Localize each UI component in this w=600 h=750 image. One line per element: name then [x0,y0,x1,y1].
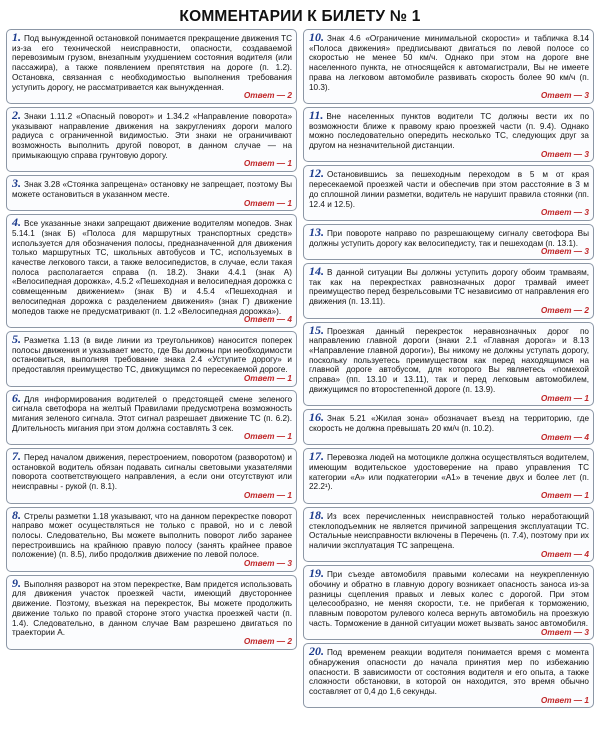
question-number: 2. [12,107,21,122]
comment-text: Все указанные знаки запрещают движение водителям мопедов. Знак 5.14.1 (знак Б) «Полоса для маршрутных транспортных средств» используется для обозначения полосы, предназначенной для движения только маршрутных ТС, школьных автобусов и ТС, используемых в качестве легкового такси, а также велосипедистов, в случае, если такая полоса располагается справа (п. 18.2). Знаки 4.4.1 (знак А) «Велосипедная дорожка», 4.5.2 «Пешеходная и велосипедная дорожка с совмещенным движением» (знак В) и 4.5.4 «Пешеходная и велосипедная дорожка с разделением движения» (знак Г) движение мопедов также не предусматривают (п. 1.2 «Велосипедная дорожка»). [12,219,292,316]
comment-box [303,224,594,260]
question-number: 5. [12,331,21,346]
comment-text: Знак 5.21 «Жилая зона» обозначает въезд на территорию, где скорость не должна превышать 20 км/ч (п. 10.2). [309,414,589,433]
comment-text: Вне населенных пунктов водители ТС должны вести их по возможности ближе к правому краю проезжей части (п. 9.4). Однако можно последовательно опередить несколько ТС, следующих друг за другом на незначительной дистанции. [309,111,589,151]
columns [6,29,594,711]
comment-text: Из всех перечисленных неисправностей только неработающий стеклоподъемник не является причиной запрещения эксплуатации ТС. Остальные неисправности включены в Перечень (п. 7.4), поэтому при их наличии эксплуатация ТС запрещена. [309,511,589,550]
comment-box [303,29,594,104]
comment-text: Знак 3.28 «Стоянка запрещена» остановку не запрещает, поэтому Вы можете остановиться в указанном месте. [12,180,292,199]
answer-label: Ответ — 2 [540,304,589,315]
comment-box [6,29,297,104]
comment-box [303,107,594,163]
question-number: 15. [309,322,324,337]
answer-label: Ответ — 3 [540,207,589,218]
question-number: 3. [12,176,21,191]
comment-text: При съезде автомобиля правыми колесами на неукрепленную обочину и обратно в главную дорогу возникает опасность заноса из-за разницы сцепления правых и левых колес с дорогой. При этом целесообразно, не меняя скорости, т.е. не прибегая к торможению, плавным поворотом рулевого колеса вернуть автомобиль на проезжую часть. Торможение в данной ситуации может вызвать занос автомобиля. [309,570,589,628]
comment-box [303,263,594,319]
comment-text: Под временем реакции водителя понимается время с момента обнаружения опасности до начала принятия мер по избежанию опасности. В зависимости от состояния водителя и его опыта, а также сложности обстановки, в которой он находится, это время обычно составляет от 0,4 до 1,6 секунды. [309,648,589,697]
question-number: 16. [309,410,324,425]
answer-label: Ответ — 1 [243,489,292,500]
comment-box [303,409,594,445]
comment-box [6,507,297,572]
comment-box [303,507,594,563]
answer-label: Ответ — 4 [540,431,589,442]
question-number: 10. [309,30,324,44]
answer-label: Ответ — 1 [243,158,292,169]
question-number: 14. [309,264,324,279]
question-number: 9. [12,575,21,590]
question-number: 13. [309,224,324,239]
answer-label: Ответ — 3 [540,246,589,257]
question-number: 20. [309,644,324,659]
question-number: 11. [309,107,324,122]
answer-label: Ответ — 1 [540,392,589,403]
answer-label: Ответ — 1 [243,197,292,208]
comment-box [6,107,297,172]
comment-box [6,214,297,328]
comment-text: Знаки 1.11.2 «Опасный поворот» и 1.34.2 «Направление поворота» указывают направление движения на закруглениях дороги малого радиуса с ограниченной видимостью. Эти знаки не ограничивают возможность выполнить другой поворот, в данном случае — на примыкающую справа грунтовую дорогу. [12,111,292,160]
answer-label: Ответ — 1 [540,694,589,705]
comment-text: Остановившись за пешеходным переходом в 5 м от края пересекаемой проезжей части и обеспечив при этом расстояние в 3 м до сплошной линии разметки, водитель не нарушит правила стоянки (пп. 12.4 и 12.5). [309,170,589,209]
question-number: 17. [309,449,324,464]
comment-text: В данной ситуации Вы должны уступить дорогу обоим трамваям, так как на перекрестках равнозначных дорог трамвай имеет преимущество перед безрельсовыми ТС независимо от направления его движения (п. 13.11). [309,268,589,307]
question-number: 19. [309,566,324,581]
answer-label: Ответ — 3 [540,626,589,637]
question-number: 6. [12,390,21,405]
comment-text: Выполняя разворот на этом перекрестке, Вам придется использовать для движения участок проезжей части, имеющий двустороннее движение. Поэтому, въезжая на перекресток, Вы можете продолжить движение только по правой стороне этого участка проезжей части (п. 1.4). Следовательно, в данном случае Вам разрешено двигаться по траектории А. [12,579,292,638]
question-number: 1. [12,30,21,44]
answer-label: Ответ — 1 [243,372,292,383]
comment-text: Разметка 1.13 (в виде линии из треугольников) наносится поперек полосы движения и указывает место, где Вы должны при необходимости остановиться, выполняя требование знака 2.4 «Уступите дорогу» и предоставляя преимущество ТС, движущимся по пересекаемой дороге. [12,335,292,375]
answer-label: Ответ — 1 [540,490,589,501]
comment-text: Проезжая данный перекресток неравнозначных дорог по направлению главной дороги (знаки 2.1 «Главная дорога» и 8.13 «Направление главной дороги»), Вы никому не должны уступать дорогу, поскольку пользуетесь преимуществом как перед находящимся на главной дороге автобусом, для которого Вы являетесь «помехой справа» (пп. 13.10 и 13.11), так и перед легковым автомобилем, движущимся по второстепенной дороге (п. 13.9). [309,326,589,394]
comment-text: Для информирования водителей о предстоящей смене зеленого сигнала светофора на желтый Правилами предусмотрена возможность мигания зеленого сигнала. Этот сигнал разрешает движение ТС (п. 6.2). Длительность мигания при этом должна составлять 3 сек. [12,394,292,433]
right-column [303,29,594,711]
answer-label: Ответ — 3 [540,148,589,159]
answer-label: Ответ — 3 [243,558,292,569]
comment-box [6,448,297,504]
answer-label: Ответ — 2 [243,90,292,101]
comment-text: Перевозка людей на мотоцикле должна осуществляться водителем, имеющим водительское удостоверение на право управления ТС категории «А» или подкатегории «А1» в течение двух и более лет (п. 22.2¹). [309,453,589,492]
question-number: 8. [12,507,21,522]
question-number: 4. [12,215,21,230]
comment-box [6,331,297,387]
answer-label: Ответ — 4 [540,548,589,559]
answer-label: Ответ — 3 [540,90,589,101]
comment-text: Знак 4.6 «Ограничение минимальной скорости» и табличка 8.14 «Полоса движения» предписывают двигаться по левой полосе со скоростью не менее 50 км/ч. Однако при этом на дороге вне населенного пункта, не относящейся к автомагистрали, Вы не имеете права на легковом автомобиле развивать скорость более 90 км/ч (п. 10.3). [309,34,589,92]
comment-box [303,448,594,504]
comment-text: Под вынужденной остановкой понимается прекращение движения ТС из-за его технической неисправности, опасности, создаваемой перевозимым грузом, внезапным ухудшением состояния водителя (или пассажира), а также появлением препятствия на дороге (п. 1.2). Остановка, связанная с необходимостью выполнения требования уступить дорогу, не рассматривается как вынужденная. [12,34,292,92]
question-number: 7. [12,449,21,464]
comment-box [303,565,594,640]
left-column [6,29,297,711]
comment-box [6,175,297,211]
comment-box [303,165,594,221]
answer-label: Ответ — 1 [243,431,292,442]
answer-label: Ответ — 4 [243,314,292,325]
comment-box [6,390,297,446]
comment-box [303,322,594,407]
comment-box [6,575,297,650]
question-number: 18. [309,507,324,522]
comment-text: При повороте направо по разрешающему сигналу светофора Вы должны уступить дорогу как велосипедисту, так и пешеходам (п. 13.1). [309,228,589,248]
comment-text: Перед началом движения, перестроением, поворотом (разворотом) и остановкой водитель обязан подавать сигналы световыми указателями поворота соответствующего направления, а если они отсутствуют или неисправны - рукой (п. 8.1). [12,453,292,492]
comment-box [303,643,594,708]
question-number: 12. [309,166,324,181]
comment-text: Стрелы разметки 1.18 указывают, что на данном перекрестке поворот направо может осуществляться не только с правой, но и с левой полосы. Следовательно, Вы можете выполнить поворот либо заранее перестроившись на крайнюю правую полосу (занять крайнее правое положение) (п. 8.5), либо продолжив движение по левой полосе. [12,511,292,560]
answer-label: Ответ — 2 [243,635,292,646]
page-title: КОММЕНТАРИИ К БИЛЕТУ № 1 [179,8,421,25]
